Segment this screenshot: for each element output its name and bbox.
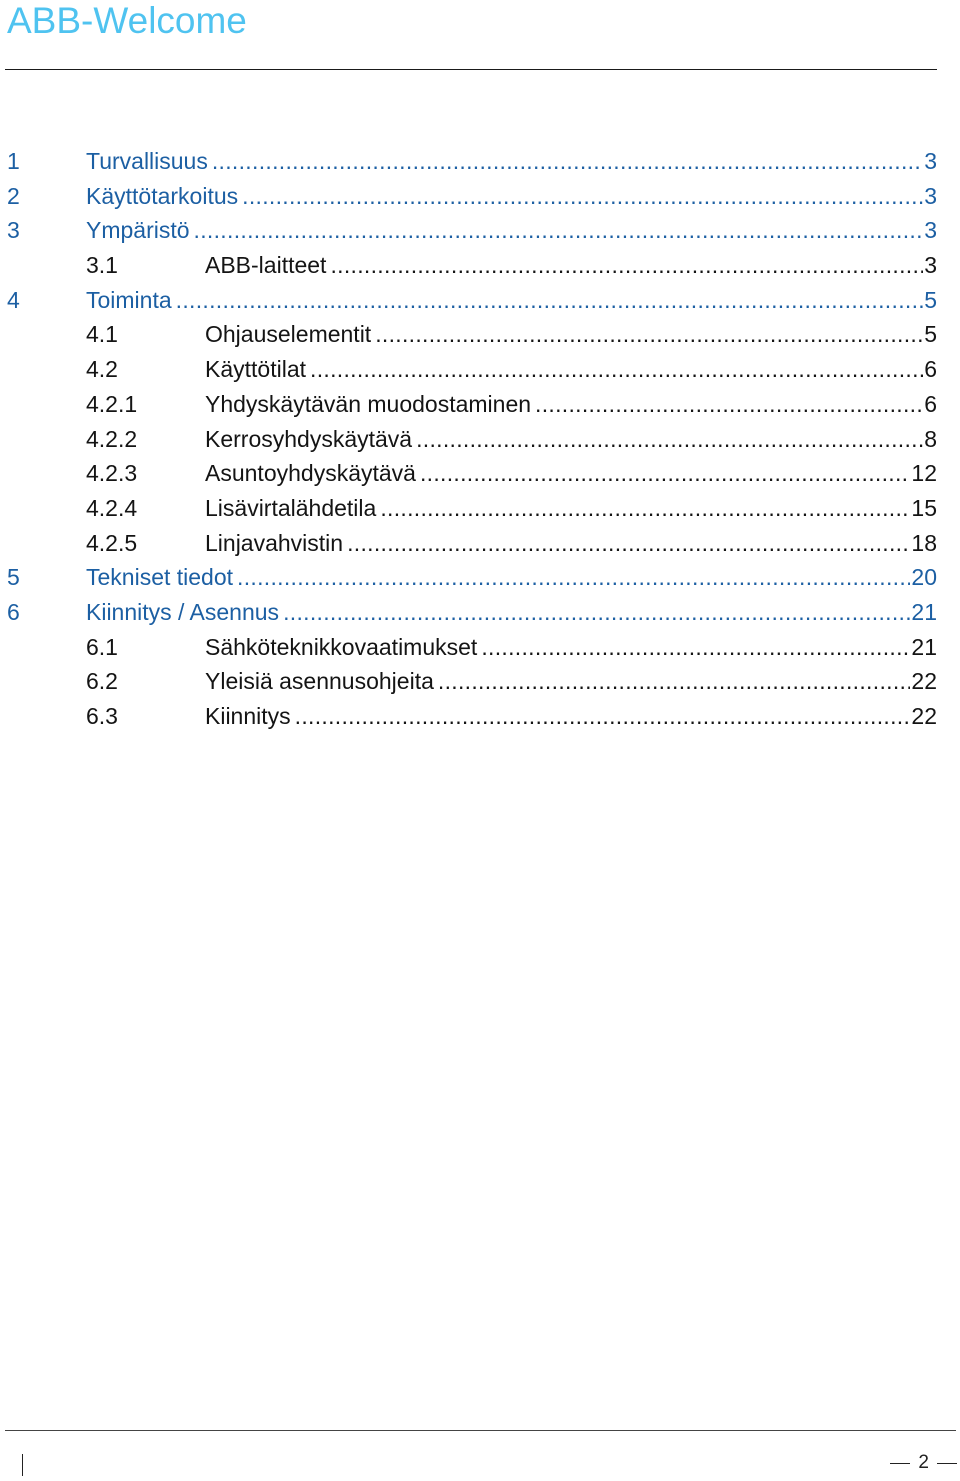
toc-dot-leader: [212, 144, 923, 179]
toc-entry-number: 4.2.2: [86, 425, 138, 452]
toc-entry-line: [205, 387, 937, 422]
toc-dot-leader: [375, 317, 923, 352]
toc-dot-leader: [380, 491, 910, 526]
toc-entry-number: 4.2.1: [86, 390, 138, 417]
toc-entry-title[interactable]: Toiminta: [86, 286, 172, 313]
toc-entry[interactable]: [0, 664, 960, 699]
toc-entry-title[interactable]: Käyttötilat: [205, 356, 306, 383]
footer-rule: [5, 1430, 956, 1431]
toc-entry[interactable]: [0, 526, 960, 561]
toc-entry-title[interactable]: Asuntoyhdyskäytävä: [205, 460, 416, 487]
toc-entry-title[interactable]: Kiinnitys / Asennus: [86, 598, 280, 625]
toc-entry-page[interactable]: 3: [924, 217, 937, 244]
toc-entry[interactable]: [0, 352, 960, 387]
toc-dot-leader: [176, 283, 924, 318]
toc-entry-line: [205, 491, 937, 526]
page-number: 2: [918, 1452, 929, 1473]
toc-entry-number: 6.1: [86, 633, 118, 660]
table-of-contents: [0, 144, 960, 734]
toc-entry-title[interactable]: Sähköteknikkovaatimukset: [205, 633, 478, 660]
footer-page-number: [890, 1452, 957, 1474]
toc-entry-number: 4.2.5: [86, 529, 138, 556]
document-title: ABB-Welcome: [7, 0, 247, 41]
toc-dot-leader: [535, 387, 923, 422]
toc-entry-line: [205, 422, 937, 457]
toc-entry-line: [205, 456, 937, 491]
toc-entry-number: 3.1: [86, 252, 118, 279]
toc-entry-title[interactable]: Tekniset tiedot: [86, 564, 234, 591]
toc-list: [0, 144, 960, 734]
toc-dot-leader: [242, 179, 923, 214]
toc-entry-number: 3: [7, 217, 20, 244]
toc-entry-title[interactable]: Turvallisuus: [86, 148, 208, 174]
toc-entry-line: [205, 352, 937, 387]
toc-entry-page[interactable]: 5: [924, 321, 937, 348]
toc-entry[interactable]: [0, 179, 960, 214]
toc-entry-page[interactable]: 6: [924, 390, 937, 417]
toc-entry-number: 4.2.4: [86, 494, 138, 521]
toc-entry-title[interactable]: Ympäristö: [86, 217, 190, 244]
toc-entry-line: [86, 560, 937, 595]
toc-entry-line: [205, 526, 937, 561]
toc-entry-page[interactable]: 21: [911, 598, 937, 625]
toc-entry-title[interactable]: Yhdyskäytävän muodostaminen: [205, 390, 532, 417]
toc-dot-leader: [347, 526, 910, 561]
toc-entry-page[interactable]: 3: [924, 148, 937, 174]
toc-entry-line: [205, 664, 937, 699]
toc-entry-page[interactable]: 22: [911, 703, 937, 729]
toc-entry-page[interactable]: 3: [924, 252, 937, 279]
toc-entry-page[interactable]: 5: [924, 286, 937, 313]
toc-entry[interactable]: [0, 630, 960, 665]
title-rule: [5, 69, 937, 70]
toc-entry-page[interactable]: 6: [924, 356, 937, 383]
toc-dot-leader: [237, 560, 910, 595]
toc-dot-leader: [420, 456, 910, 491]
toc-dot-leader: [330, 248, 923, 283]
toc-entry-line: [205, 699, 937, 734]
toc-entry[interactable]: [0, 248, 960, 283]
toc-entry-page[interactable]: 15: [911, 494, 937, 521]
toc-entry-line: [86, 179, 937, 214]
toc-entry-page[interactable]: 22: [911, 668, 937, 695]
toc-entry-line: [86, 595, 937, 630]
toc-entry-number: 6.3: [86, 703, 118, 729]
footer-margin-bar: [22, 1454, 23, 1476]
toc-entry-title[interactable]: Lisävirtalähdetila: [205, 494, 377, 521]
toc-entry[interactable]: [0, 387, 960, 422]
toc-entry-line: [86, 213, 937, 248]
toc-entry-line: [205, 317, 937, 352]
toc-entry[interactable]: [0, 422, 960, 457]
toc-entry-title[interactable]: Kerrosyhdyskäytävä: [205, 425, 413, 452]
toc-entry[interactable]: [0, 283, 960, 318]
toc-entry-title[interactable]: Kiinnitys: [205, 703, 291, 729]
toc-entry-title[interactable]: Käyttötarkoitus: [86, 182, 239, 209]
toc-entry-number: 4.1: [86, 321, 118, 348]
toc-entry-title[interactable]: ABB-laitteet: [205, 252, 327, 279]
toc-dot-leader: [481, 630, 910, 665]
toc-entry-page[interactable]: 3: [924, 182, 937, 209]
toc-dot-leader: [283, 595, 910, 630]
toc-entry-line: [205, 630, 937, 665]
toc-entry[interactable]: [0, 213, 960, 248]
toc-entry[interactable]: [0, 491, 960, 526]
toc-dot-leader: [295, 699, 911, 734]
toc-entry-page[interactable]: 8: [924, 425, 937, 452]
toc-entry-title[interactable]: Ohjauselementit: [205, 321, 372, 348]
toc-entry-number: 4.2: [86, 356, 118, 383]
toc-entry-number: 5: [7, 564, 20, 591]
toc-dot-leader: [416, 422, 923, 457]
toc-entry[interactable]: [0, 144, 960, 179]
footer-dash-left: [890, 1463, 910, 1464]
toc-entry-number: 2: [7, 182, 20, 209]
toc-entry[interactable]: [0, 560, 960, 595]
toc-entry-number: 6.2: [86, 668, 118, 695]
toc-dot-leader: [438, 664, 911, 699]
toc-entry-page[interactable]: 21: [911, 633, 937, 660]
toc-entry-number: 4: [7, 286, 20, 313]
toc-entry-title[interactable]: Linjavahvistin: [205, 529, 344, 556]
toc-dot-leader: [194, 213, 924, 248]
toc-entry-number: 6: [7, 598, 20, 625]
toc-dot-leader: [310, 352, 923, 387]
toc-entry-title[interactable]: Yleisiä asennusohjeita: [205, 668, 434, 695]
toc-entry[interactable]: [0, 595, 960, 630]
toc-entry-page[interactable]: 20: [911, 564, 937, 591]
toc-entry[interactable]: [0, 699, 960, 734]
toc-entry-page[interactable]: 18: [911, 529, 937, 556]
toc-entry-number: 1: [7, 148, 20, 174]
toc-entry-page[interactable]: 12: [911, 460, 937, 487]
footer-dash-right: [937, 1463, 957, 1464]
toc-entry-line: [86, 144, 937, 179]
toc-entry-line: [86, 283, 937, 318]
toc-entry[interactable]: [0, 317, 960, 352]
toc-entry-line: [205, 248, 937, 283]
toc-entry[interactable]: [0, 456, 960, 491]
toc-entry-number: 4.2.3: [86, 460, 138, 487]
